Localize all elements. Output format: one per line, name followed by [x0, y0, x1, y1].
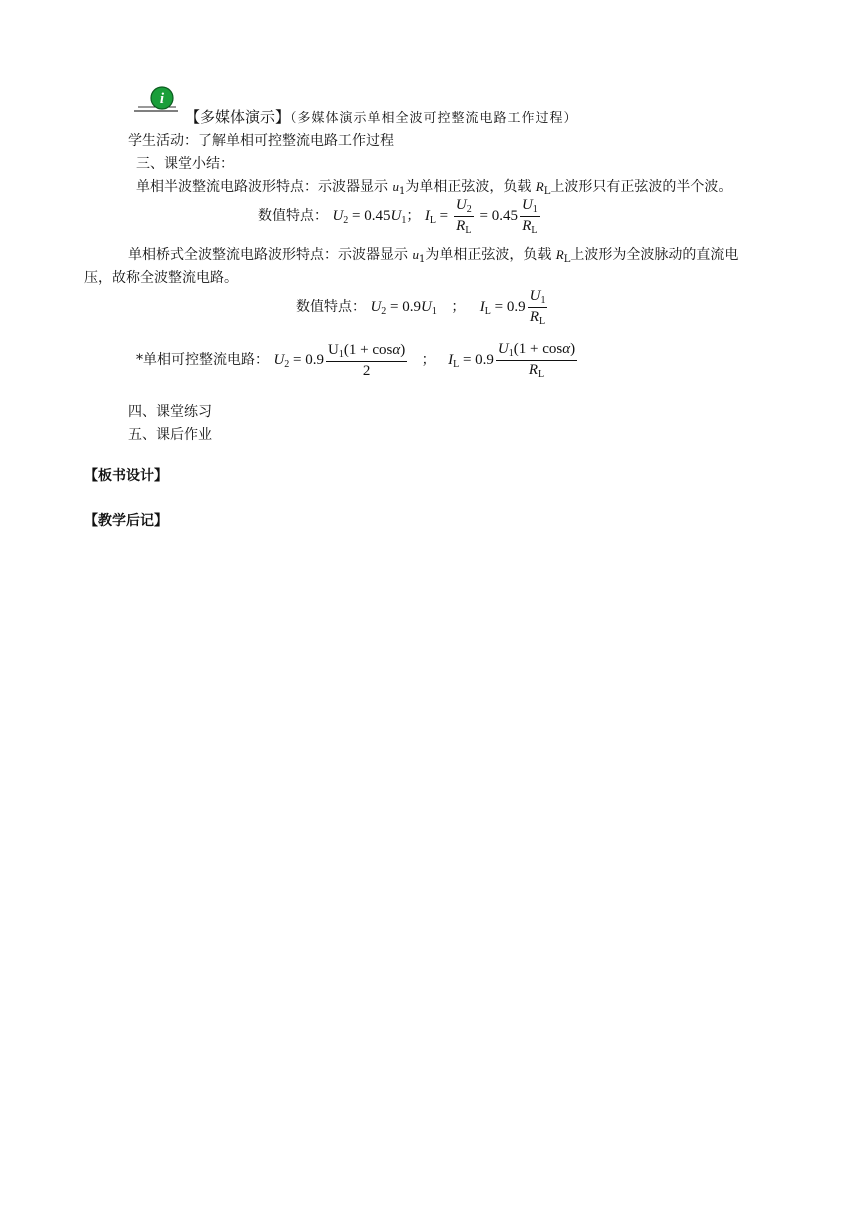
fullwave-formula-label: 数值特点： [296, 299, 366, 315]
info-icon [132, 86, 180, 114]
halfwave-paragraph [136, 176, 732, 196]
halfwave-u1: u [392, 179, 399, 194]
controlled-label: *单相可控整流电路： [136, 352, 269, 368]
halfwave-rl-sub: L [543, 186, 551, 197]
halfwave-text-a: 单相半波整流电路波形特点：示波器显示 [136, 179, 388, 195]
halfwave-formula-label: 数值特点： [258, 208, 328, 224]
fullwave-u1-sub: 1 [418, 254, 426, 265]
section-practice-heading: 四、课堂练习 [128, 404, 212, 420]
halfwave-u1-sub: 1 [398, 186, 406, 197]
board-design-heading: 【板书设计】 [84, 468, 168, 484]
svg-text:i: i [159, 91, 165, 107]
postscript-heading: 【教学后记】 [84, 513, 168, 529]
controlled-il-eq: $I_L = 0.9$ $\frac{U_1(1 + \cos\alpha)}{R_L}$ [448, 341, 576, 381]
fullwave-sep: ； [451, 299, 466, 315]
fullwave-rl-sub: L [563, 254, 571, 265]
student-activity: 学生活动：了解单相可控整流电路工作过程 [128, 133, 394, 149]
fullwave-text-c: 上波形为全波脉动的直流电 [570, 247, 739, 263]
section-summary-heading: 三、课堂小结： [136, 156, 234, 172]
fullwave-rl: R [555, 247, 564, 262]
fullwave-formula [296, 286, 549, 330]
multimedia-title: 【多媒体演示】 [185, 108, 291, 126]
fullwave-il-eq: $I_L = 0.9$ $\frac{U_1}{R_L}$ [479, 288, 546, 328]
halfwave-text-b: 为单相正弦波，负载 [405, 179, 532, 195]
controlled-sep: ； [421, 352, 436, 368]
fullwave-paragraph [128, 244, 738, 264]
halfwave-u2-eq: $U_2 = 0.45U_1$ [332, 208, 407, 226]
fullwave-u2-eq: $U_2 = 0.9U_1$ [370, 299, 437, 317]
fullwave-paragraph-cont: 压，故称全波整流电路。 [84, 270, 238, 286]
fullwave-text-b: 为单相正弦波，负载 [425, 247, 552, 263]
halfwave-text-c: 上波形只有正弦波的半个波。 [550, 179, 733, 195]
fullwave-text-a: 单相桥式全波整流电路波形特点：示波器显示 [128, 247, 408, 263]
controlled-formula [136, 338, 579, 384]
section-homework-heading: 五、课后作业 [128, 427, 212, 443]
halfwave-formula [258, 196, 542, 238]
multimedia-heading [185, 106, 578, 127]
halfwave-rl: R [535, 179, 544, 194]
halfwave-il-eq: $I_L$ = $\frac{U_2}{R_L}$ = 0.45 $\frac{U_1}{R_L}$ [424, 197, 538, 237]
controlled-u2-eq: $U_2 = 0.9$ $\frac{U_1(1 + \cos\alpha)}{2}$ [273, 342, 406, 380]
multimedia-note: （多媒体演示单相全波可控整流电路工作过程） [290, 111, 578, 126]
fullwave-u1: u [412, 247, 419, 262]
halfwave-sep: ； [406, 208, 421, 224]
